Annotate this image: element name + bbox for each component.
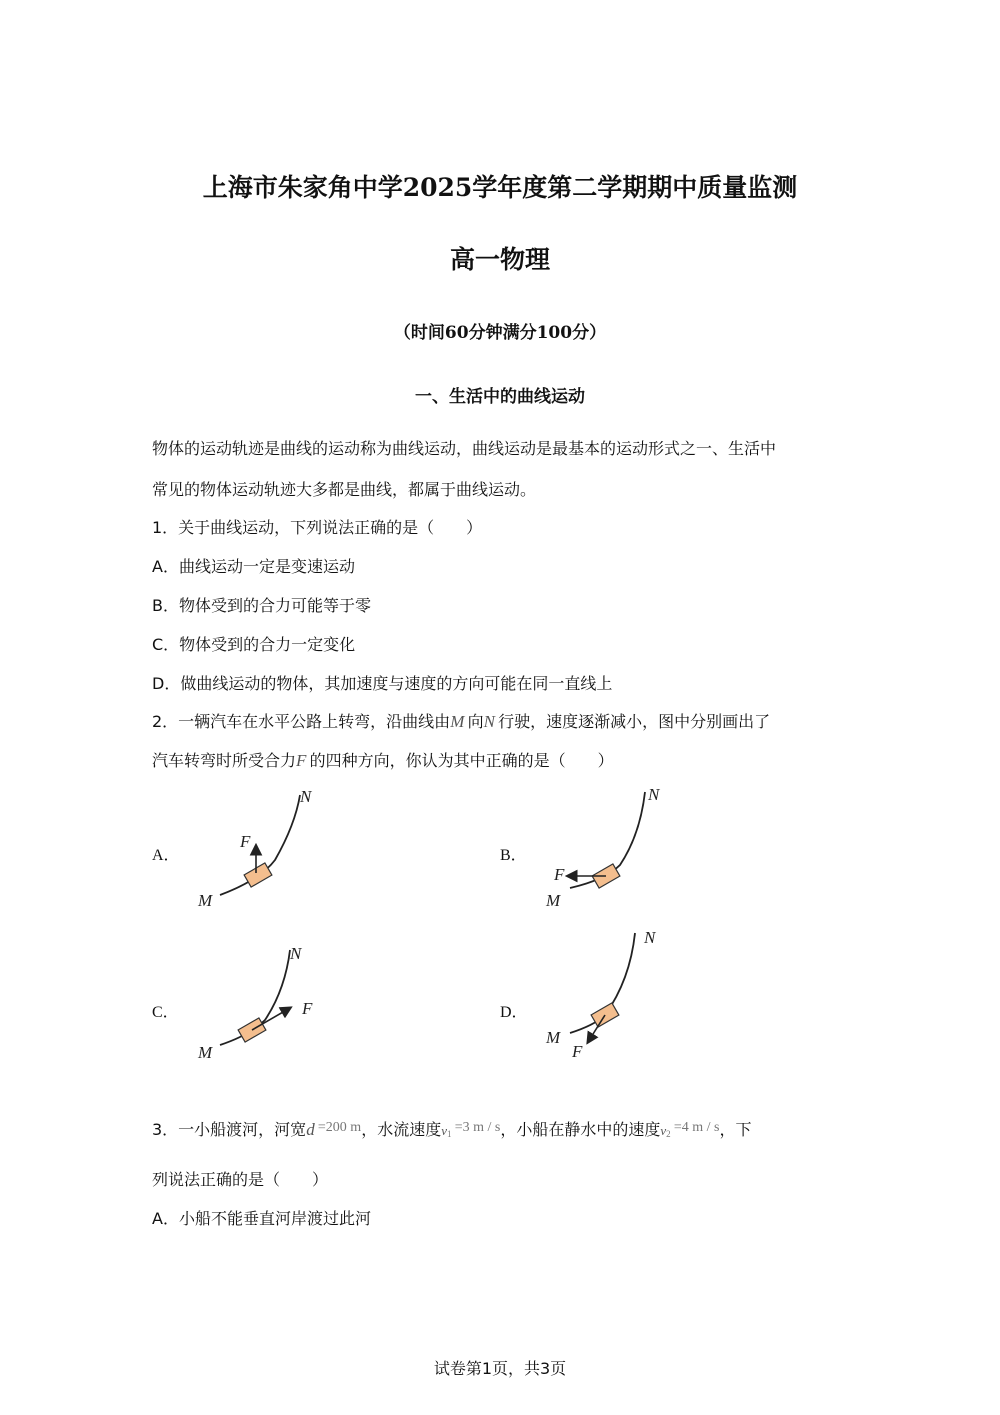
symbol-n: N [483,712,495,731]
point-n-label: N [290,944,302,963]
point-m-label: M [198,891,213,910]
car-block [244,863,272,887]
q2-label-d: D． [500,1004,528,1021]
q2-label-b: B． [500,847,527,864]
q2-figure-d [540,925,690,1065]
q3-stem-line-1: 3．一小船渡河，河宽d =200 m，水流速度$v_1 =3$ m / s，小船在静水中的速度$v_2 =4$ m / s，下 [152,1120,752,1139]
symbol-m: M [450,712,465,731]
page-footer: 试卷第1页，共3页 [433,1359,567,1378]
point-m-label: M [546,1028,561,1047]
q2-stem-line-1: 2．一辆汽车在水平公路上转弯，沿曲线由M 向N 行驶，速度逐渐减小，图中分别画出了 [152,712,771,731]
value-d: =200 m [317,1120,362,1135]
value-v2: =4 m / s [673,1120,720,1135]
q2-label-c: C． [152,1004,179,1021]
q1-option-a: A．曲线运动一定是变速运动 [152,557,355,576]
force-label: F [240,832,251,851]
point-n-label: N [644,928,656,947]
section-heading: 一、生活中的曲线运动 [415,387,585,407]
intro-line-2: 常见的物体运动轨迹大多都是曲线，都属于曲线运动。 [152,480,537,499]
value-v1: =3 m / s [454,1120,501,1135]
point-n-label: N [648,785,660,804]
q2-figure-a [190,780,340,915]
force-label: F [572,1042,583,1061]
q2-stem-line-2: 汽车转弯时所受合力F 的四种方向，你认为其中正确的是（ ） [152,751,614,770]
point-m-label: M [198,1043,213,1062]
q1-option-b: B．物体受到的合力可能等于零 [152,596,371,615]
point-m-label: M [546,891,561,910]
q2-figure-b [540,780,690,915]
exam-title: 上海市朱家角中学2025学年度第二学期期中质量监测 [202,173,798,202]
q3-option-a: A．小船不能垂直河岸渡过此河 [152,1209,371,1228]
q1-stem: 1．关于曲线运动，下列说法正确的是（ ） [152,518,483,537]
symbol-d: d [306,1120,315,1139]
subject-title: 高一物理 [449,245,550,274]
intro-line-1: 物体的运动轨迹是曲线的运动称为曲线运动，曲线运动是最基本的运动形式之一、生活中 [152,439,777,458]
symbol-f: F [296,751,307,770]
force-label: F [554,865,565,884]
symbol-v1: v [441,1123,447,1138]
q3-stem-line-2: 列说法正确的是（ ） [152,1170,329,1189]
q2-label-a: A． [152,847,180,864]
force-label: F [302,999,313,1018]
q1-option-d: D．做曲线运动的物体，其加速度与速度的方向可能在同一直线上 [152,674,613,693]
q2-figure-c [190,940,340,1070]
q1-option-c: C．物体受到的合力一定变化 [152,635,356,654]
point-n-label: N [300,787,312,806]
exam-info: （时间60分钟满分100分） [393,323,607,343]
symbol-v2: v [660,1123,667,1138]
